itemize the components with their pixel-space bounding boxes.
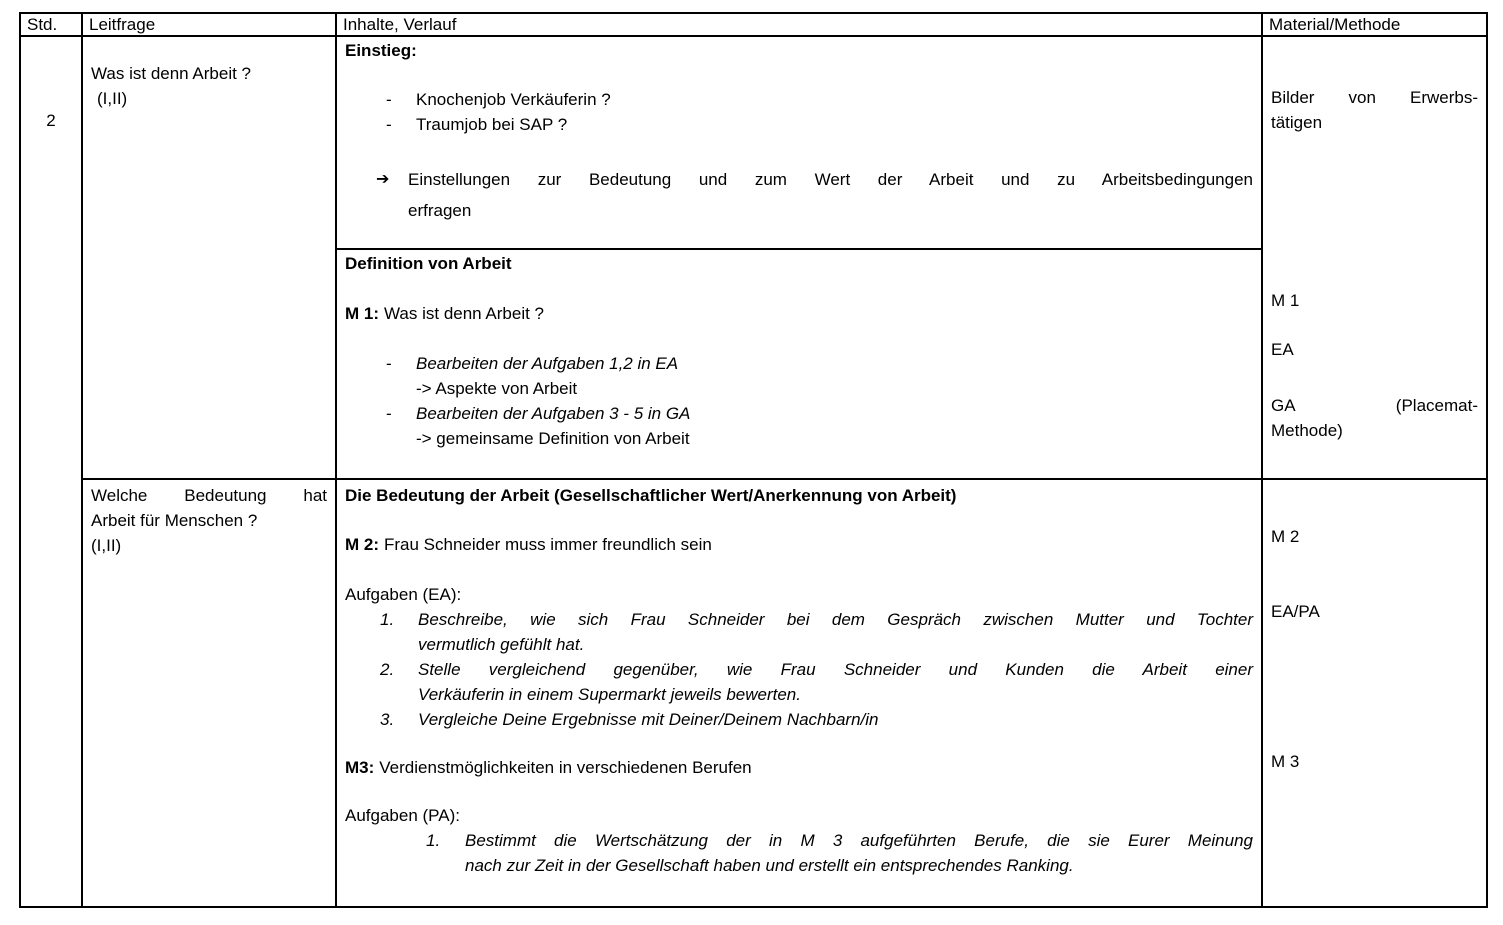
material-m1: M 1 <box>1271 291 1300 310</box>
pa-task-list <box>345 828 1253 878</box>
m3-label: M3: <box>345 758 375 777</box>
m1-paragraph <box>345 301 1253 326</box>
cell-leitfrage-row1 <box>83 37 337 480</box>
leitfrage2-line3: (I,II) <box>91 536 122 555</box>
list-item <box>386 351 1253 401</box>
einstieg-bullet-list <box>345 87 1253 137</box>
pa-item-1-number: 1. <box>426 831 441 850</box>
ea-task-list <box>345 607 1253 732</box>
list-item <box>386 112 1253 137</box>
cell-leitfrage-row2 <box>83 480 337 906</box>
material-m2: M 2 <box>1271 527 1300 546</box>
m3-text: Verdienstmöglichkeiten in verschiedenen Berufen <box>379 758 752 777</box>
cell-inhalte-definition <box>337 250 1263 480</box>
ea-item-2 <box>418 657 1253 707</box>
definition-bullet-1-task: Bearbeiten der Aufgaben 1,2 in EA <box>416 354 679 373</box>
list-item <box>386 87 1253 112</box>
cell-hours <box>21 37 83 906</box>
list-item <box>380 707 1253 732</box>
material-eapa: EA/PA <box>1271 602 1320 621</box>
pa-item-1-line2: nach zur Zeit in der Gesellschaft haben und erstellt ein entsprechendes Ranking. <box>465 856 1074 875</box>
dash-bullet-icon: - <box>386 115 392 134</box>
ea-item-3 <box>418 707 1253 732</box>
dash-bullet-icon: - <box>386 354 392 373</box>
column-header-std-label: Std. <box>27 14 58 34</box>
arrow-text-line2: erfragen <box>408 201 472 220</box>
m3-paragraph <box>345 755 1253 780</box>
cell-material-row2 <box>1263 480 1486 906</box>
ea-item-1 <box>418 607 1253 657</box>
cell-inhalte-einstieg <box>337 37 1263 250</box>
ea-item-1-number: 1. <box>380 610 395 629</box>
m2-paragraph <box>345 532 1253 557</box>
ea-item-3-number: 3. <box>380 710 395 729</box>
material-bilder <box>1271 85 1478 135</box>
column-header-leitfrage <box>83 14 337 37</box>
list-item <box>380 607 1253 657</box>
definition-bullet-1-result: -> Aspekte von Arbeit <box>416 379 578 398</box>
leitfrage2-line2: Arbeit für Menschen ? <box>91 511 258 530</box>
definition-bullet-2 <box>416 401 1253 451</box>
aufgaben-ea-label: Aufgaben (EA): <box>345 585 462 604</box>
ea-item-2-line2: Verkäuferin in einem Supermarkt jeweils bewerten. <box>418 685 801 704</box>
definition-heading: Definition von Arbeit <box>345 254 512 273</box>
arrow-right-icon: ➔ <box>376 171 390 188</box>
einstieg-heading: Einstieg: <box>345 41 417 60</box>
einstieg-bullet-1: Knochenjob Verkäuferin ? <box>416 90 611 109</box>
arrow-text-line1: Einstellungen zur Bedeutung und zum Wert der Arbeit und zu Arbeitsbedingungen <box>408 170 1253 189</box>
column-header-leitfrage-label: Leitfrage <box>89 14 156 34</box>
column-header-inhalte <box>337 14 1263 37</box>
column-header-material <box>1263 14 1486 37</box>
column-header-material-label: Material/Methode <box>1269 14 1401 34</box>
column-header-std <box>21 14 83 37</box>
einstieg-arrow-item <box>376 164 1253 226</box>
pa-item-1 <box>465 828 1253 878</box>
m1-label: M 1: <box>345 304 379 323</box>
list-item <box>380 657 1253 707</box>
material-ea: EA <box>1271 340 1294 359</box>
cell-material-row1 <box>1263 37 1486 480</box>
material-ga-line2: Methode) <box>1271 421 1343 440</box>
lesson-plan-table <box>19 12 1488 908</box>
material-ga-line1: GA (Placemat- <box>1271 396 1478 415</box>
dash-bullet-icon: - <box>386 90 392 109</box>
einstieg-bullet-2: Traumjob bei SAP ? <box>416 115 568 134</box>
definition-bullet-2-result: -> gemeinsame Definition von Arbeit <box>416 429 690 448</box>
list-item <box>386 401 1253 451</box>
einstieg-arrow-text <box>408 164 1253 226</box>
definition-bullet-list <box>345 351 1253 451</box>
definition-bullet-2-task: Bearbeiten der Aufgaben 3 - 5 in GA <box>416 404 691 423</box>
list-item <box>426 828 1253 878</box>
ea-item-1-line2: vermutlich gefühlt hat. <box>418 635 585 654</box>
ea-item-1-line1: Beschreibe, wie sich Frau Schneider bei dem Gespräch zwischen Mutter und Tochter <box>418 610 1253 629</box>
leitfrage1-line2: (I,II) <box>97 89 128 108</box>
column-header-inhalte-label: Inhalte, Verlauf <box>343 14 457 34</box>
material-bilder-line1: Bilder von Erwerbs- <box>1271 88 1478 107</box>
hours-value: 2 <box>46 111 56 130</box>
leitfrage1-line1: Was ist denn Arbeit ? <box>91 64 252 83</box>
bedeutung-heading: Die Bedeutung der Arbeit (Gesellschaftlicher Wert/Anerkennung von Arbeit) <box>345 486 957 505</box>
ea-item-2-number: 2. <box>380 660 395 679</box>
pa-item-1-line1: Bestimmt die Wertschätzung der in M 3 aufgeführten Berufe, die sie Eurer Meinung <box>465 831 1253 850</box>
dash-bullet-icon: - <box>386 404 392 423</box>
definition-bullet-1 <box>416 351 1253 401</box>
material-ga <box>1271 393 1478 443</box>
m2-text: Frau Schneider muss immer freundlich sein <box>384 535 712 554</box>
cell-inhalte-row2 <box>337 480 1263 906</box>
m2-label: M 2: <box>345 535 379 554</box>
material-bilder-line2: tätigen <box>1271 113 1323 132</box>
ea-item-2-line1: Stelle vergleichend gegenüber, wie Frau Schneider und Kunden die Arbeit einer <box>418 660 1253 679</box>
material-m3: M 3 <box>1271 752 1300 771</box>
aufgaben-pa-label: Aufgaben (PA): <box>345 806 460 825</box>
leitfrage2-line1: Welche Bedeutung hat <box>91 486 327 505</box>
m1-text: Was ist denn Arbeit ? <box>384 304 545 323</box>
ea-item-3-line1: Vergleiche Deine Ergebnisse mit Deiner/Deinem Nachbarn/in <box>418 710 879 729</box>
